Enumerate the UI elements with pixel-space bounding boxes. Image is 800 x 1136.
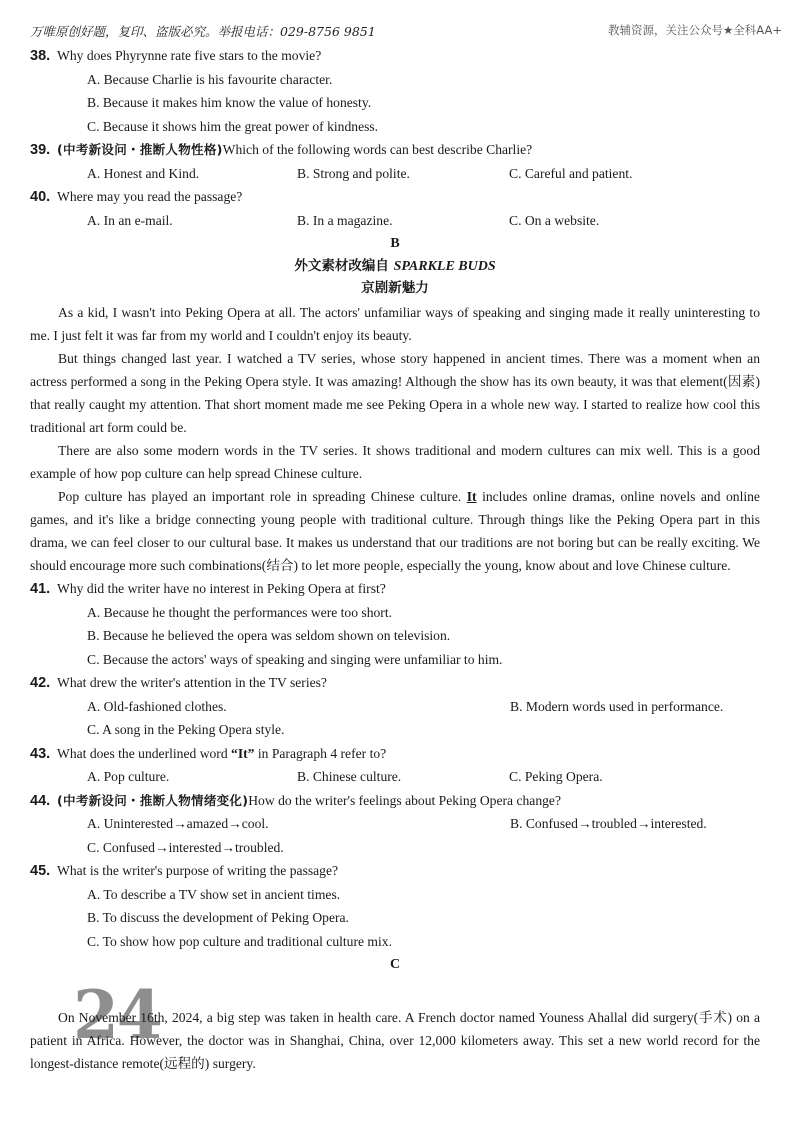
option-38-a[interactable]: A. Because Charlie is his favourite character.: [87, 71, 333, 87]
question-number: 42.: [30, 675, 51, 691]
question-text: What is the writer's purpose of writing the passage?: [57, 863, 339, 878]
passage-paragraph-2: But things changed last year. I watched a TV series, whose story happened in ancient times. There was a moment when an actress performed a song in the Peking Opera style. It was amazing! Although the show has its own beauty, it was that element(因素) that really caught my attention. That short moment made me see Peking Opera in a whole new way. I started to realize how cool this traditional art form could be.: [30, 351, 760, 435]
option-42-a[interactable]: A. Old-fashioned clothes.: [87, 698, 227, 714]
option-42-b[interactable]: B. Modern words used in performance.: [510, 698, 724, 714]
option-40-b[interactable]: B. In a magazine.: [297, 212, 393, 228]
option-39-a[interactable]: A. Honest and Kind.: [87, 165, 200, 181]
question-number: 41.: [30, 581, 51, 597]
page-content: [30, 44, 760, 976]
question-number: 40.: [30, 189, 51, 205]
option-45-b[interactable]: B. To discuss the development of Peking Opera.: [87, 910, 349, 925]
question-39: [30, 138, 760, 162]
question-number: 39.: [30, 142, 51, 158]
question-40: [30, 185, 760, 209]
question-tag: (中考新设问・推断人物性格): [57, 142, 223, 157]
option-38-b[interactable]: B. Because it makes him know the value of honesty.: [87, 95, 372, 110]
options-row-42: [30, 695, 760, 719]
copyright-notice: 万唯原创好题，复印、盗版必究。举报电话：029-8756 9851: [30, 24, 376, 39]
question-number: 38.: [30, 48, 51, 64]
option-45-c[interactable]: C. To show how pop culture and traditional culture mix.: [87, 933, 392, 949]
question-number: 44.: [30, 792, 51, 809]
question-45: [30, 859, 760, 883]
option-41-b[interactable]: B. Because he believed the opera was seldom shown on television.: [87, 628, 451, 643]
option-44-c[interactable]: C. Confused→interested→troubled.: [87, 839, 284, 855]
options-row-39: [30, 162, 760, 186]
option-44-b[interactable]: B. Confused→troubled→interested.: [510, 816, 707, 831]
question-tag: (中考新设问・推断人物情绪变化): [57, 792, 249, 808]
question-text: What does the underlined word “It” in Paragraph 4 refer to?: [57, 745, 387, 761]
passage-paragraph-1: As a kid, I wasn't into Peking Opera at all. The actors' unfamiliar ways of speaking and singing made it really uninteresting to me. I just felt it was far from my world and I couldn't enjoy its beauty.: [30, 305, 760, 343]
option-38-c[interactable]: C. Because it shows him the great power of kindness.: [87, 118, 379, 134]
option-40-a[interactable]: A. In an e-mail.: [87, 212, 173, 228]
option-43-b[interactable]: B. Chinese culture.: [297, 769, 402, 784]
options-row-40: [30, 209, 760, 233]
option-41-c[interactable]: C. Because the actors' ways of speaking and singing were unfamiliar to him.: [87, 651, 503, 667]
underlined-word: It: [466, 489, 477, 504]
question-38: [30, 44, 760, 68]
passage-title: 京剧新魅力: [361, 280, 429, 296]
option-39-c[interactable]: C. Careful and patient.: [509, 165, 633, 181]
question-text: Where may you read the passage?: [57, 189, 243, 204]
option-42-c[interactable]: C. A song in the Peking Opera style.: [87, 722, 285, 737]
question-42: [30, 671, 760, 695]
question-43: [30, 742, 760, 766]
question-text: Why did the writer have no interest in Peking Opera at first?: [57, 581, 386, 596]
question-text: Which of the following words can best describe Charlie?: [222, 142, 533, 157]
question-text: How do the writer's feelings about Peking Opera change?: [248, 792, 561, 808]
question-text: What drew the writer's attention in the TV series?: [57, 675, 327, 690]
option-41-a[interactable]: A. Because he thought the performances were too short.: [87, 604, 393, 620]
passage-paragraph-3: There are also some modern words in the TV series. It shows traditional and modern cultures can mix well. This is a good example of how pop culture can help spread Chinese culture.: [30, 443, 760, 481]
question-number: 43.: [30, 745, 51, 762]
source-name: SPARKLE BUDS: [393, 259, 496, 274]
options-row-43: [30, 765, 760, 789]
option-43-c[interactable]: C. Peking Opera.: [509, 769, 603, 784]
question-text: Why does Phyrynne rate five stars to the movie?: [57, 48, 322, 63]
section-letter-c: C: [389, 957, 401, 972]
option-39-b[interactable]: B. Strong and polite.: [297, 165, 410, 181]
option-44-a[interactable]: A. Uninterested→amazed→cool.: [87, 816, 269, 831]
option-40-c[interactable]: C. On a website.: [509, 212, 600, 228]
option-45-a[interactable]: A. To describe a TV show set in ancient times.: [87, 886, 341, 902]
question-44: [30, 789, 760, 813]
passage-c-paragraph-1: On November 16th, 2024, a big step was taken in health care. A French doctor named Youness Ahallal did surgery(手术) on a patient in Africa. However, the doctor was in Shanghai, China, over 12,000 kilometers away. This set a new world record for the longest-distance remote(远程的) surgery.: [30, 1010, 760, 1071]
question-41: [30, 577, 760, 601]
passage-paragraph-4: Pop culture has played an important role in spreading Chinese culture. It includes online dramas, online novels and online games, and it's like a bridge connecting young people with traditional culture. Through things like the Peking Opera part in this drama, we can feel closer to our cultural base. It makes us understand that our traditions are not boring but can be really exciting. We should encourage more such combinations(结合) to let more people, especially the young, know about and love Chinese culture.: [30, 489, 760, 573]
option-43-a[interactable]: A. Pop culture.: [87, 769, 170, 784]
section-letter-b: B: [390, 236, 400, 251]
page-number: 24: [73, 976, 161, 1054]
question-number: 45.: [30, 863, 51, 879]
options-row-44: [30, 812, 760, 836]
promo-text: 教辅资源，关注公众号★全科AA+: [608, 23, 782, 37]
passage-source: 外文素材改编自 SPARKLE BUDS: [294, 258, 496, 274]
